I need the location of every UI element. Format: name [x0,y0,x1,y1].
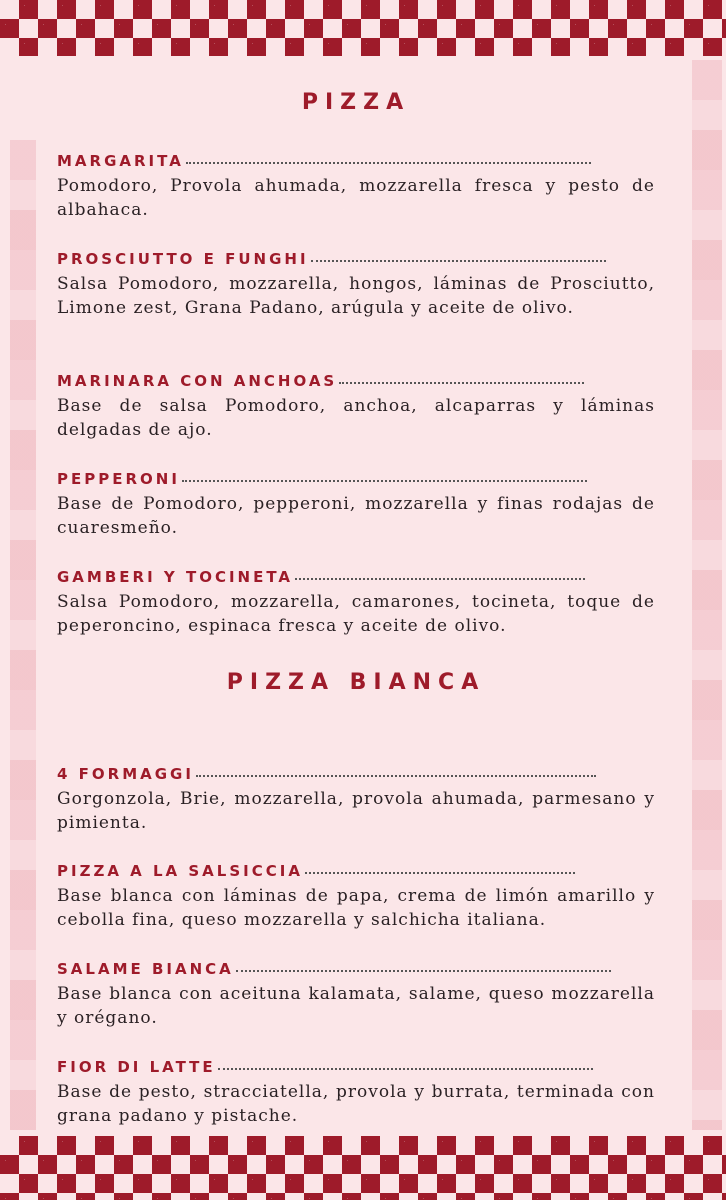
item-description: Salsa Pomodoro, mozzarella, hongos, láminas de Prosciutto, Limone zest, Grana Padano, arúgula y aceite de olivo. [57,274,655,318]
item-description: Base de salsa Pomodoro, anchoa, alcaparras y láminas delgadas de ajo. [57,396,655,440]
dotted-leader [186,162,591,164]
item-name: 4 FORMAGGI [57,765,194,783]
menu-item-4-formaggi [57,765,655,835]
section-title-pizza: PIZZA [301,90,411,115]
item-name: PIZZA A LA SALSICCIA [57,862,303,880]
item-name: FIOR DI LATTE [57,1058,216,1076]
menu-item-margarita [57,152,655,222]
menu-item-gamberi-y-tocineta [57,568,655,638]
item-description: Pomodoro, Provola ahumada, mozzarella fresca y pesto de albahaca. [57,176,655,220]
menu-item-salame-bianca [57,960,655,1030]
item-description: Base blanca con láminas de papa, crema de limón amarillo y cebolla fina, queso mozzarella y salchicha italiana. [57,886,655,930]
checkered-border-top [0,0,726,56]
dotted-leader [305,872,575,874]
menu-item-marinara-con-anchoas [57,372,655,442]
item-description: Base de Pomodoro, pepperoni, mozzarella y finas rodajas de cuaresmeño. [57,494,655,538]
item-description: Base de pesto, stracciatella, provola y burrata, terminada con grana padano y pistache. [57,1082,655,1126]
menu-item-prosciutto-e-funghi [57,250,655,320]
item-name: MARINARA CON ANCHOAS [57,372,338,390]
item-description: Base blanca con aceituna kalamata, salame, queso mozzarella y orégano. [57,984,655,1028]
item-description: Salsa Pomodoro, mozzarella, camarones, tocineta, toque de peperoncino, espinaca fresca y aceite de olivo. [57,592,655,636]
checkered-border-bottom [0,1136,726,1200]
brush-stroke-right [692,60,722,1130]
dotted-leader [295,578,585,580]
item-name: PROSCIUTTO E FUNGHI [57,250,309,268]
dotted-leader [236,970,611,972]
section-title-pizza-bianca: PIZZA BIANCA [226,670,486,695]
menu-item-pizza-a-la-salsiccia [57,862,655,932]
menu-item-pepperoni [57,470,655,540]
item-description: Gorgonzola, Brie, mozzarella, provola ahumada, parmesano y pimienta. [57,789,655,833]
dotted-leader [339,382,584,384]
item-name: PEPPERONI [57,470,180,488]
dotted-leader [196,775,596,777]
dotted-leader [311,260,606,262]
brush-stroke-left [10,140,36,1130]
item-name: SALAME BIANCA [57,960,234,978]
dotted-leader [182,480,587,482]
menu-item-fior-di-latte [57,1058,655,1128]
dotted-leader [218,1068,593,1070]
item-name: GAMBERI Y TOCINETA [57,568,294,586]
item-name: MARGARITA [57,152,184,170]
